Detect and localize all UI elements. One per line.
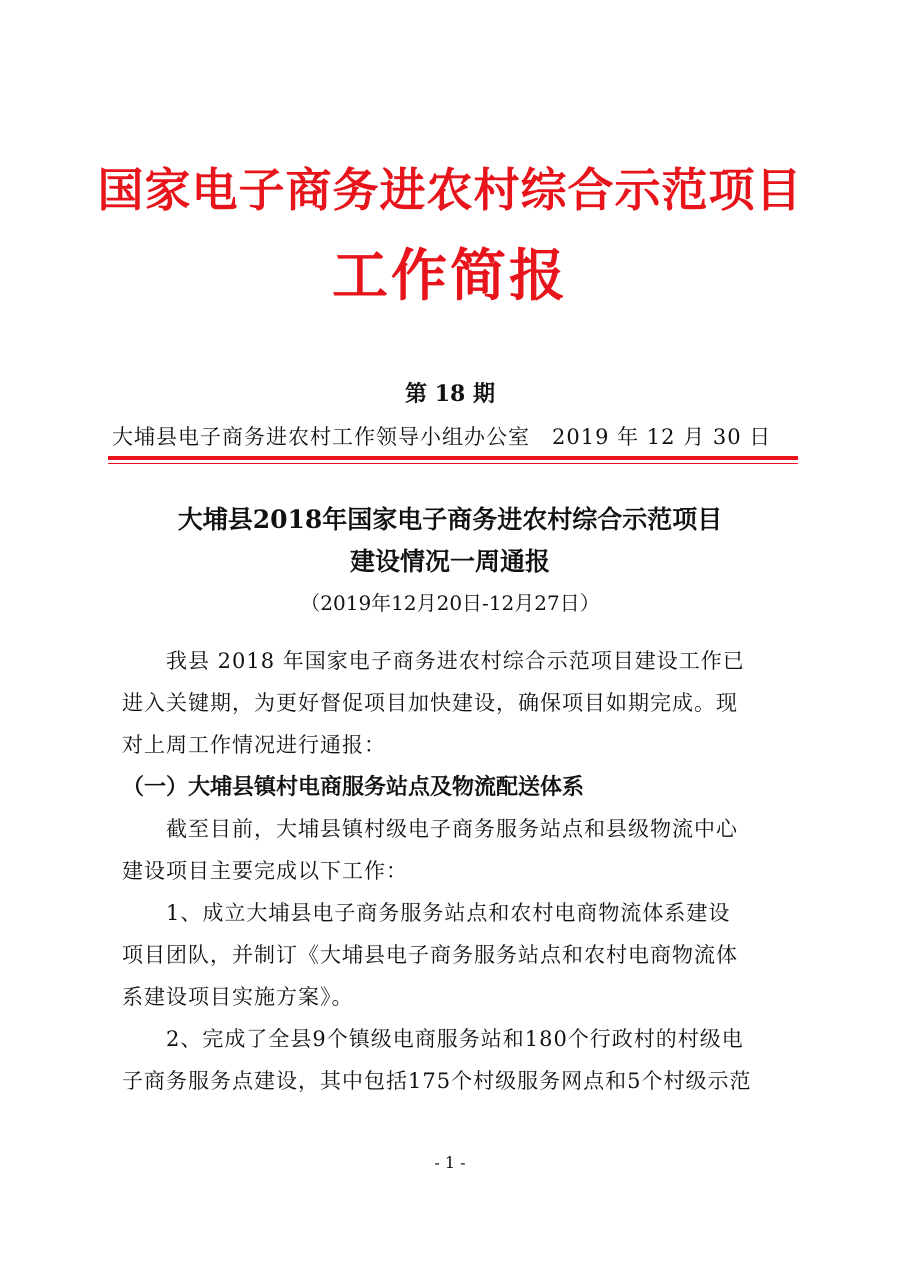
- masthead-title: 国家电子商务进农村综合示范项目: [97, 163, 803, 217]
- document-date-range: （2019年12月20日-12月27日）: [300, 591, 600, 615]
- paragraph-item2-line: 2、完成了全县9个镇级电商服务站和180个行政村的村级电: [122, 1027, 744, 1051]
- section-heading-1: （一）大埔县镇村电商服务站点及物流配送体系: [122, 774, 585, 800]
- issuer-and-date: 大埔县电子商务进农村工作领导小组办公室 2019 年 12 月 30 日: [112, 425, 772, 449]
- document-title-line2: 建设情况一周通报: [349, 547, 550, 576]
- paragraph-item1-line: 1、成立大埔县电子商务服务站点和农村电商物流体系建设: [122, 901, 731, 925]
- masthead-rule-thick: [108, 456, 798, 460]
- paragraph-item1-line: 项目团队，并制订《大埔县电子商务服务站点和农村电商物流体: [122, 943, 738, 967]
- paragraph-status-line: 截至目前，大埔县镇村级电子商务服务站点和县级物流中心: [122, 817, 738, 841]
- paragraph-status-line: 建设项目主要完成以下工作：: [122, 859, 408, 883]
- masthead-subtitle: 工作简报: [332, 243, 568, 309]
- paragraph-intro-line: 我县 2018 年国家电子商务进农村综合示范项目建设工作已: [122, 649, 745, 673]
- issue-number: 第 18 期: [405, 381, 495, 407]
- masthead-rule-thin: [108, 463, 798, 464]
- paragraph-intro-line: 进入关键期，为更好督促项目加快建设，确保项目如期完成。现: [122, 691, 738, 715]
- paragraph-item2-line: 子商务服务点建设，其中包括175个村级服务网点和5个村级示范: [122, 1069, 752, 1093]
- paragraph-item1-line: 系建设项目实施方案》。: [122, 985, 354, 1009]
- page-number: - 1 -: [434, 1153, 466, 1172]
- paragraph-intro-line: 对上周工作情况进行通报：: [122, 733, 386, 757]
- document-title-line1: 大埔县2018年国家电子商务进农村综合示范项目: [177, 505, 723, 534]
